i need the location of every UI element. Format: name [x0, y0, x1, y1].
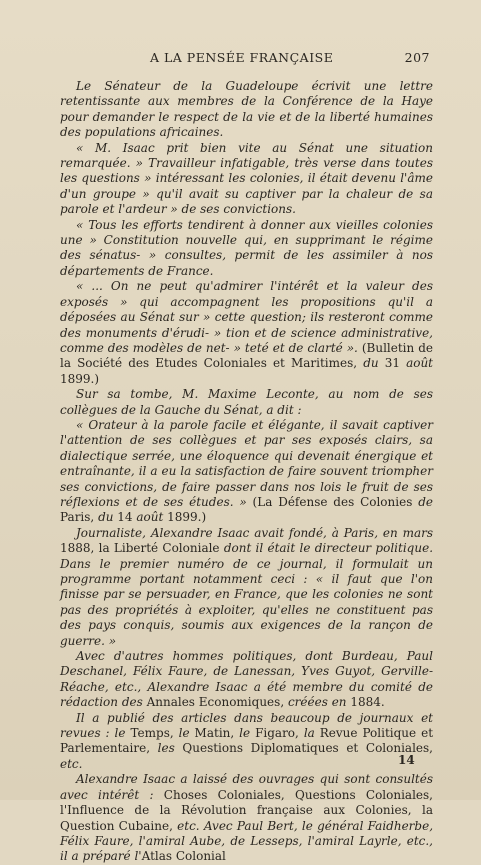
italic-text: Sur sa tombe, M. Maxime Leconte, au nom de ses collègues de la Gauche du Sénat, a dit : — [60, 387, 433, 417]
running-header — [60, 50, 430, 66]
italic-text: de — [418, 494, 433, 509]
running-title: A LA PENSÉE FRANÇAISE — [150, 50, 334, 65]
roman-text: 1884. — [346, 695, 385, 710]
italic-text: dont il était le directeur politique. Dans le premier numéro de ce journal, il formulait un programme portant notamment ceci : « il faut que l'on finisse par se persuader, en France, que les colonies ne sont pas des propriétés à exploiter, qu'elles ne constituent pas des pays conquis, soumis aux exigences de la rançon de guerre. » — [60, 541, 434, 648]
roman-text: 1899.) — [163, 510, 207, 525]
italic-text: Journaliste, Alexandre Isaac avait fondé, à Paris, en mars — [76, 525, 433, 540]
paragraph — [60, 649, 433, 711]
roman-text: 14 — [113, 510, 137, 525]
italic-text: « ... On ne peut qu'admirer l'intérêt et la valeur des exposés » qui accompagnent les propositions qu'il a déposées au Sénat sur » cette question; ils resteront comme des monuments d'érudi- » tion et de science administrative, comme des modèles de net- » teté et de clarté ». — [60, 279, 433, 355]
italic-text: Avec d'autres hommes politiques, dont Burdeau, Paul Deschanel, Félix Faure, de Lanessan, Yves Guyot, Gerville-Réache, etc., Alexandre Isaac a été membre du comité de rédaction des — [60, 649, 433, 710]
paragraph — [60, 387, 433, 418]
roman-text: Choses Coloniales, Questions Coloniales, l'Influence de la Révolution française aux Colonies, la Question Cubaine, — [60, 787, 433, 833]
italic-text: etc. Avec Paul Bert, le général Faidherbe, Félix Faure, l'amiral Aube, de Lesseps, l'amiral Layrle, etc., il a préparé l' — [60, 818, 434, 864]
roman-text: Figaro, — [250, 726, 304, 741]
italic-text: Le Sénateur de la Guadeloupe écrivit une lettre retentissante aux membres de la Conférence de la Haye pour demander le respect de la vie et de la liberté humaines des populations africaines. — [60, 79, 433, 140]
italic-text: août — [406, 356, 433, 371]
italic-text: « M. Isaac prit bien vite au Sénat une situation remarquée. » Travailleur infatigable, très verse dans toutes les questions » intéressant les colonies, il était devenu l'âme d'un groupe » qu'il avait su captiver par la chaleur de sa parole et l'ardeur » de ses convictions. — [60, 140, 433, 217]
roman-text: Atlas Colonial — [141, 849, 226, 864]
paragraph — [60, 526, 433, 649]
italic-text: le — [239, 726, 251, 741]
paragraph — [60, 418, 433, 526]
roman-text: 1888, la Liberté Coloniale — [60, 541, 224, 556]
page-number: 207 — [404, 50, 430, 65]
italic-text: créées en — [287, 695, 347, 710]
italic-text: etc. — [60, 756, 83, 771]
roman-text: Paris, — [60, 510, 99, 525]
italic-text: août — [136, 510, 164, 525]
paragraph — [60, 79, 433, 141]
italic-text: la — [303, 726, 315, 741]
roman-text: 1899.) — [60, 371, 100, 386]
italic-text: Alexandre Isaac a laissé des ouvrages qui sont consultés avec intérêt : — [60, 772, 433, 802]
signature-mark: 14 — [398, 753, 415, 767]
roman-text: Temps, — [125, 726, 179, 741]
roman-text: Annales Economiques, — [142, 695, 288, 710]
italic-text: du — [98, 510, 114, 525]
italic-text: le — [178, 726, 190, 741]
roman-text: Revue Politique et Parlementaire, — [60, 726, 434, 756]
roman-text: (Bulletin de la Société des Etudes Coloniales et Maritimes, — [60, 340, 433, 371]
paragraph — [60, 279, 433, 387]
roman-text: Questions Diplomatiques et Coloniales, — [174, 741, 433, 756]
paragraph — [60, 772, 433, 864]
body-text — [60, 79, 433, 865]
italic-text: « Tous les efforts tendirent à donner aux vieilles colonies une » Constitution nouvelle qui, en supprimant le régime des sénatus- » consultes, permit de les assimiler à nos départements de France. — [60, 217, 433, 278]
italic-text: Il a publié des articles dans beaucoup de journaux et revues : le — [60, 710, 433, 741]
paragraph — [60, 141, 433, 218]
roman-text: (La Défense des Colonies — [246, 494, 419, 509]
paragraph — [60, 711, 433, 773]
italic-text: du — [363, 356, 379, 371]
italic-text: les — [157, 741, 175, 756]
italic-text: « Orateur à la parole facile et élégante, il savait captiver l'attention de ses collègues et par ses exposés clairs, sa dialectique serrée, une éloquence qui devenait énergique et entraînante, il a eu la satisfaction de faire souvent triompher ses convictions, de faire passer dans nos lois le fruit de ses réflexions et de ses études. » — [60, 417, 433, 509]
roman-text: Matin, — [189, 726, 240, 741]
roman-text: 31 — [378, 356, 407, 371]
paragraph — [60, 218, 433, 280]
